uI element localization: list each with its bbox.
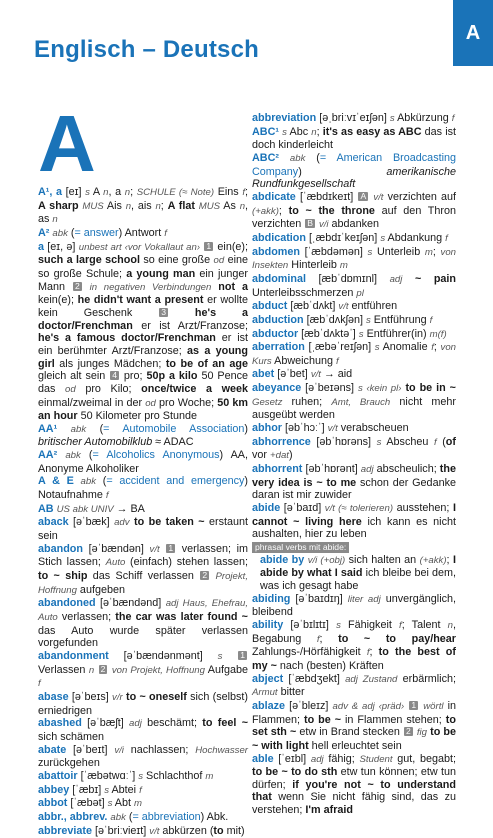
dictionary-entry: abbot [ˈæbət] s Abt m bbox=[38, 797, 248, 811]
dictionary-entry: abattoir [ˈæbətwɑːˈ] s Schlachthof m bbox=[38, 770, 248, 784]
dictionary-entry: abashed [əˈbæʃt] adj beschämt; to feel ~ sich schämen bbox=[38, 717, 248, 743]
dictionary-entry: aberration [ˌæbəˈreɪʃən] s Anomalie f; von Kurs Abweichung f bbox=[252, 341, 456, 368]
right-column bbox=[252, 112, 456, 817]
dictionary-entry: abiding [əˈbaɪdɪŋ] liter adj unvergänglich, bleibend bbox=[252, 593, 456, 619]
letter-tab: A bbox=[453, 0, 493, 66]
dictionary-entry: abdominal [æbˈdɒmɪnl] adj ~ pain Unterleibsschmerzen pl bbox=[252, 273, 456, 300]
dictionary-entry: abbreviation [əˌbriːvɪˈeɪʃən] s Abkürzung f bbox=[252, 112, 456, 126]
dictionary-entry: abide [əˈbaɪd] v/t (≈ tolerieren) ausstehen; I cannot ~ living here ich kann es nicht aushalten, hier zu leben bbox=[252, 502, 456, 541]
dictionary-entry: abandoned [əˈbændənd] adj Haus, Ehefrau, Auto verlassen; the car was later found ~ das Auto wurde später verlassen vorgefunden bbox=[38, 597, 248, 650]
dictionary-entry: A & E abk (= accident and emergency) Notaufnahme f bbox=[38, 475, 248, 502]
section-letter: A bbox=[38, 104, 96, 184]
dictionary-entry: abbey [ˈæbɪ] s Abtei f bbox=[38, 784, 248, 798]
dictionary-entry: abduct [æbˈdʌkt] v/t entführen bbox=[252, 300, 456, 314]
dictionary-entry: abide by v/i (+obj) sich halten an (+akk); I abide by what I said ich bleibe bei dem, was ich gesagt habe bbox=[252, 554, 456, 593]
dictionary-entry: AB US abk UNIV → BA bbox=[38, 503, 248, 517]
dictionary-entry: abductor [æbˈdʌktəˈ] s Entführer(in) m(f) bbox=[252, 328, 456, 342]
left-column bbox=[38, 186, 248, 838]
dictionary-entry: abet [əˈbet] v/t → aid bbox=[252, 368, 456, 382]
dictionary-entry: abeyance [əˈbeɪəns] s ‹kein pl› to be in ~ Gesetz ruhen; Amt, Brauch nicht mehr ausgeübt werden bbox=[252, 382, 456, 422]
dictionary-entry: aback [əˈbæk] adv to be taken ~ erstaunt sein bbox=[38, 516, 248, 542]
dictionary-entry: abject [ˈæbdʒekt] adj Zustand erbärmlich; Armut bitter bbox=[252, 673, 456, 700]
dictionary-entry: abbreviate [əˈbriːvieɪt] v/t abkürzen (to mit) bbox=[38, 825, 248, 838]
dictionary-entry: abhorrent [əbˈhɒrənt] adj abscheulich; the very idea is ~ to me schon der Gedanke daran ist mir zuwider bbox=[252, 463, 456, 502]
dictionary-entry: ABC¹ s Abc n; it's as easy as ABC das ist doch kinderleicht bbox=[252, 126, 456, 152]
dictionary-entry: A¹, a [eɪ] s A n, a n; SCHULE (≈ Note) Eins f; A sharp MUS Ais n, ais n; A flat MUS As n, as n bbox=[38, 186, 248, 227]
dictionary-entry: abduction [æbˈdʌkʃən] s Entführung f bbox=[252, 314, 456, 328]
dictionary-entry: AA¹ abk (= Automobile Association) britischer Automobilklub ≈ ADAC bbox=[38, 423, 248, 449]
dictionary-entry: abandon [əˈbændən] v/t 1 verlassen; im Stich lassen; Auto (einfach) stehen lassen; to ~ ship das Schiff verlassen 2 Projekt, Hoffnung aufgeben bbox=[38, 543, 248, 598]
dictionary-entry: ability [əˈbɪlɪtɪ] s Fähigkeit f; Talent n, Begabung f; to ~ to pay/hear Zahlungs-/Hörfähigkeit f; to the best of my ~ nach (besten) Kräften bbox=[252, 619, 456, 673]
dictionary-entry: abhor [əbˈhɔːˈ] v/t verabscheuen bbox=[252, 422, 456, 436]
dictionary-entry: abandonment [əˈbændənmənt] s 1 Verlassen n 2 von Projekt, Hoffnung Aufgabe f bbox=[38, 650, 248, 691]
dictionary-entry: abase [əˈbeɪs] v/r to ~ oneself sich (selbst) erniedrigen bbox=[38, 691, 248, 717]
dictionary-entry: AA² abk (= Alcoholics Anonymous) AA, Anonyme Alkoholiker bbox=[38, 449, 248, 475]
dictionary-entry: abhorrence [əbˈhɒrəns] s Abscheu f (of vor +dat) bbox=[252, 436, 456, 463]
dictionary-entry: phrasal verbs mit abide: bbox=[252, 541, 456, 554]
dictionary-entry: ablaze [əˈbleɪz] adv & adj ‹präd› 1 wörtl in Flammen; to be ~ in Flammen stehen; to set sth ~ etw in Brand stecken 2 fig to be ~ with light hell erleuchtet sein bbox=[252, 700, 456, 753]
dictionary-entry: abdication [ˌæbdɪˈkeɪʃən] s Abdankung f bbox=[252, 232, 456, 246]
dictionary-entry: abbr., abbrev. abk (= abbreviation) Abk. bbox=[38, 811, 248, 825]
dictionary-entry: ABC² abk (= American Broadcasting Company) amerikanische Rundfunkgesellschaft bbox=[252, 152, 456, 191]
dictionary-entry: abdicate [ˈæbdɪkeɪt] A v/t verzichten auf (+akk); to ~ the throne auf den Thron verzichten B v/i abdanken bbox=[252, 191, 456, 232]
dictionary-entry: A² abk (= answer) Antwort f bbox=[38, 227, 248, 241]
dictionary-entry: abate [əˈbeɪt] v/i nachlassen; Hochwasser zurückgehen bbox=[38, 744, 248, 770]
dictionary-entry: a [eɪ, ə] unbest art ‹vor Vokallaut an› 1 ein(e); such a large school so eine große od eine so große Schule; a young man ein junger Mann 2 in negativen Verbindungen not a kein(e); he didn't want a present er wollte kein Geschenk 3 he's a doctor/Frenchman er ist Arzt/Franzose; he's a famous doctor/Frenchman er ist ein berühmter Arzt/Franzose; as a young girl als junges Mädchen; to be of an age gleich alt sein 4 pro; 50p a kilo 50 Pence das od pro Kilo; once/twice a week einmal/zweimal in der od pro Woche; 50 km an hour 50 Kilometer pro Stunde bbox=[38, 241, 248, 423]
dictionary-entry: abdomen [ˈæbdəmən] s Unterleib m; von Insekten Hinterleib m bbox=[252, 246, 456, 273]
dictionary-entry: able [ˈeɪbl] adj fähig; Student gut, begabt; to be ~ to do sth etw tun können; etw tun dürfen; if you're not ~ to understand that wenn Sie nicht fähig sind, das zu verstehen; I'm afraid bbox=[252, 753, 456, 817]
page-title: Englisch – Deutsch bbox=[34, 36, 259, 64]
